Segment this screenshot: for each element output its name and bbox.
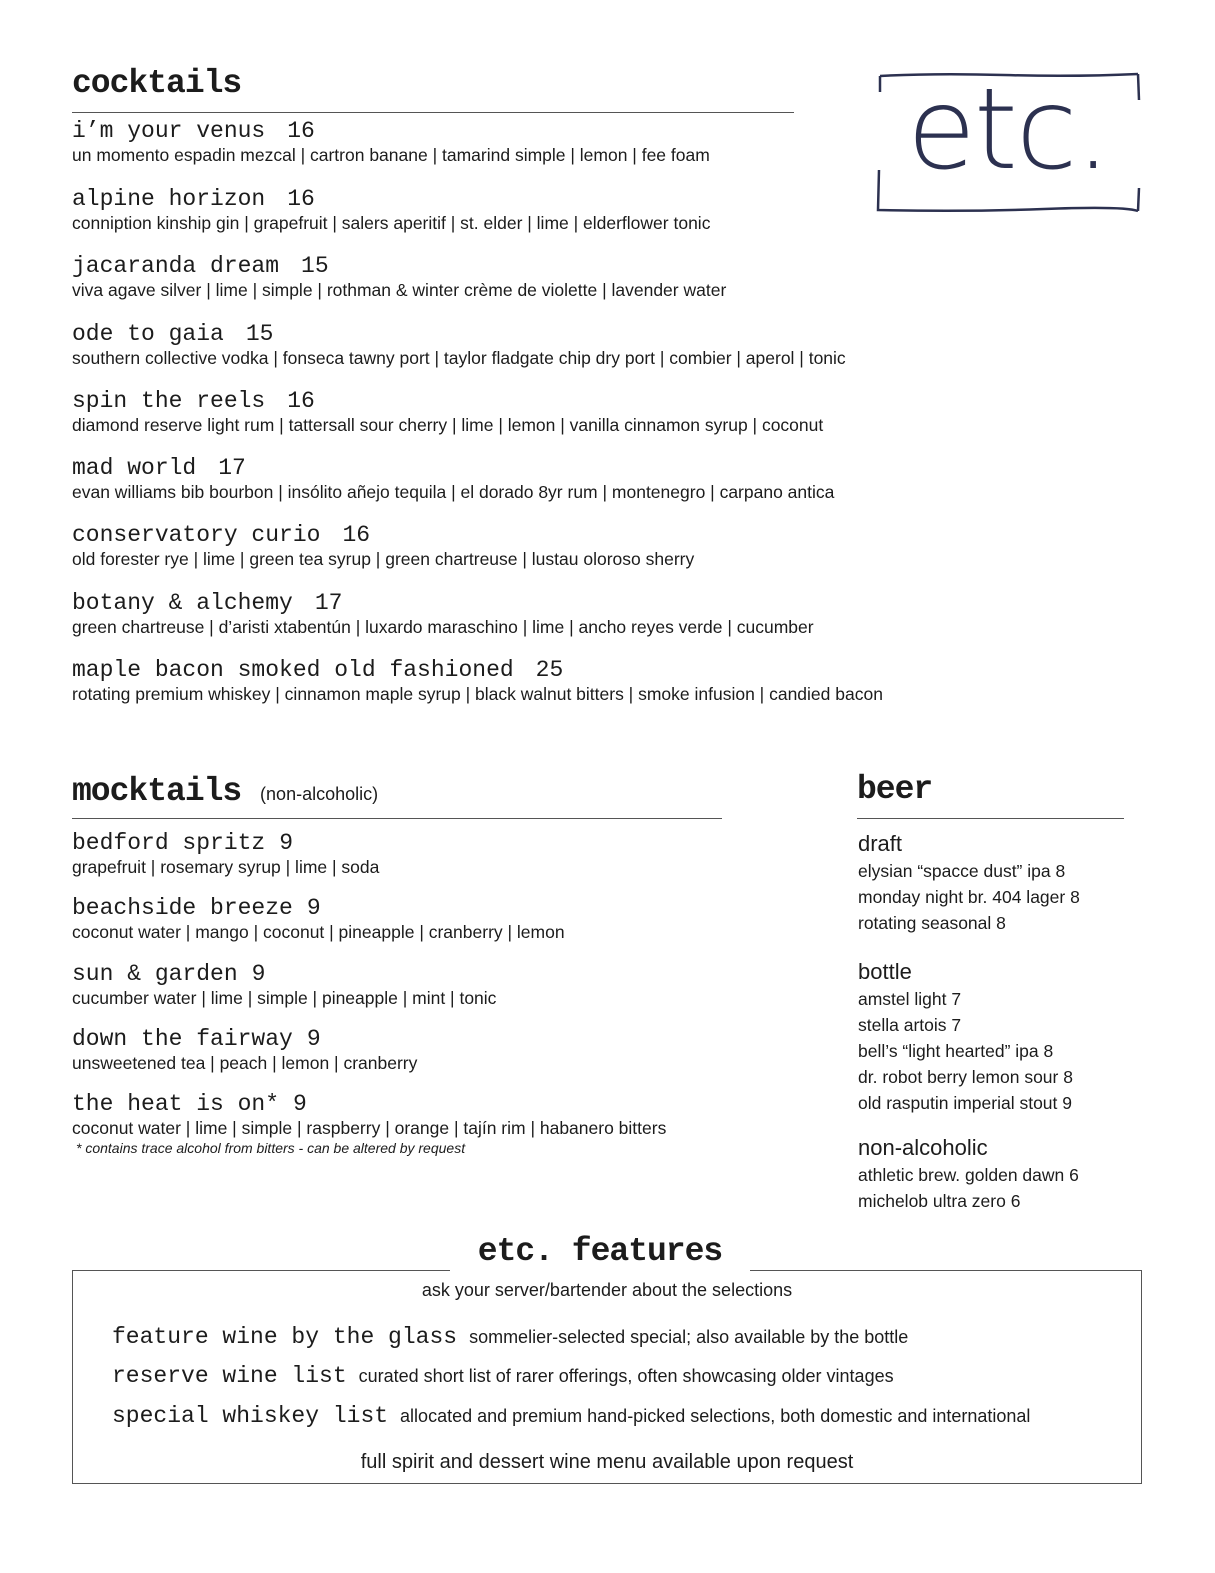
item-price: 17 (218, 455, 246, 481)
cocktail-item (72, 455, 834, 503)
item-description: old forester rye | lime | green tea syrup | green chartreuse | lustau oloroso sherry (72, 549, 695, 569)
item-description: evan williams bib bourbon | insólito añejo tequila | el dorado 8yr rum | montenegro | carpano antica (72, 482, 835, 502)
item-price: 9 (306, 1026, 321, 1052)
beer-line: monday night br. 404 lager 8 (858, 887, 1080, 907)
item-price: 9 (279, 830, 294, 856)
feature-name: feature wine by the glass (112, 1324, 458, 1350)
cocktail-item (72, 388, 823, 436)
item-name: down the fairway (72, 1026, 293, 1052)
feature-row (112, 1403, 1030, 1429)
item-description: unsweetened tea | peach | lemon | cranberry (72, 1053, 418, 1073)
item-name: maple bacon smoked old fashioned (72, 657, 514, 683)
item-description: rotating premium whiskey | cinnamon maple syrup | black walnut bitters | smoke infusion | candied bacon (72, 684, 883, 704)
cocktail-item (72, 657, 883, 705)
beer-draft-label: draft (858, 831, 903, 856)
beer-divider (857, 818, 1124, 819)
beer-line: bell’s “light hearted” ipa 8 (858, 1041, 1054, 1061)
cocktail-item (72, 118, 710, 166)
item-description: un momento espadin mezcal | cartron banane | tamarind simple | lemon | fee foam (72, 145, 710, 165)
features-footer-note: full spirit and dessert wine menu available upon request (360, 1451, 854, 1473)
mocktail-item (72, 895, 565, 943)
beer-line: rotating seasonal 8 (858, 913, 1006, 933)
item-description: southern collective vodka | fonseca tawny port | taylor fladgate chip dry port | combier | aperol | tonic (72, 348, 846, 368)
item-name: spin the reels (72, 388, 266, 414)
item-description: green chartreuse | d’aristi xtabentún | luxardo maraschino | lime | ancho reyes verde | cucumber (72, 617, 814, 637)
item-description: viva agave silver | lime | simple | rothman & winter crème de violette | lavender water (72, 280, 727, 300)
item-price: 9 (306, 895, 321, 921)
feature-description: curated short list of rarer offerings, often showcasing older vintages (358, 1366, 894, 1386)
beer-nonalc-label: non-alcoholic (858, 1135, 988, 1160)
item-price: 16 (287, 118, 315, 144)
feature-description: allocated and premium hand-picked selections, both domestic and international (400, 1406, 1031, 1426)
item-price: 15 (245, 321, 274, 347)
feature-row (112, 1324, 908, 1350)
item-price: 16 (287, 186, 315, 212)
mocktails-footnote: * contains trace alcohol from bitters - can be altered by request (76, 1140, 466, 1156)
cocktail-item (72, 253, 726, 301)
item-description: grapefruit | rosemary syrup | lime | soda (72, 857, 380, 877)
beer-line: elysian “spacce dust” ipa 8 (858, 861, 1066, 881)
item-price: 16 (342, 522, 371, 548)
feature-name: reserve wine list (112, 1363, 347, 1389)
item-description: conniption kinship gin | grapefruit | salers aperitif | st. elder | lime | elderflower tonic (72, 213, 711, 233)
item-name: i’m your venus (72, 118, 266, 144)
features-heading: etc. features (450, 1232, 750, 1272)
item-price: 9 (251, 961, 266, 987)
beer-line: old rasputin imperial stout 9 (858, 1093, 1072, 1113)
cocktail-item (72, 186, 710, 234)
beer-heading: beer (857, 771, 933, 808)
item-name: conservatory curio (72, 522, 321, 548)
mocktails-subtitle: (non-alcoholic) (260, 784, 379, 804)
etc-logo (874, 65, 1142, 214)
mocktail-item (72, 961, 496, 1009)
item-description: diamond reserve light rum | tattersall sour cherry | lime | lemon | vanilla cinnamon syrup | coconut (72, 415, 824, 435)
mocktail-item (72, 1026, 417, 1074)
cocktails-heading: cocktails (72, 65, 242, 102)
beer-line: amstel light 7 (858, 989, 962, 1009)
item-description: coconut water | mango | coconut | pineapple | cranberry | lemon (72, 922, 565, 942)
feature-row (112, 1363, 894, 1389)
item-name: jacaranda dream (72, 253, 280, 279)
item-price: 16 (287, 388, 315, 414)
beer-line: athletic brew. golden dawn 6 (858, 1165, 1079, 1185)
item-price: 25 (535, 657, 564, 683)
item-name: beachside breeze (72, 895, 293, 921)
item-price: 17 (314, 590, 343, 616)
beer-bottle-group (858, 958, 1073, 1116)
beer-draft-group (858, 830, 1080, 936)
item-name: botany & alchemy (72, 590, 293, 616)
beer-line: stella artois 7 (858, 1015, 962, 1035)
beer-nonalc-group (858, 1134, 1079, 1214)
mocktail-item (72, 830, 379, 878)
cocktails-divider (72, 112, 794, 113)
feature-name: special whiskey list (112, 1403, 389, 1429)
item-description: cucumber water | lime | simple | pineapple | mint | tonic (72, 988, 497, 1008)
features-subtitle: ask your server/bartender about the selections (421, 1280, 793, 1300)
feature-description: sommelier-selected special; also available by the bottle (469, 1327, 909, 1347)
item-name: bedford spritz (72, 830, 266, 856)
item-name: the heat is on* (72, 1091, 280, 1117)
mocktails-divider (72, 818, 722, 819)
logo-text: etc. (907, 65, 1109, 195)
beer-line: michelob ultra zero 6 (858, 1191, 1021, 1211)
cocktail-item (72, 321, 846, 369)
item-name: alpine horizon (72, 186, 266, 212)
mocktails-heading (72, 774, 378, 812)
item-name: ode to gaia (72, 321, 224, 347)
mocktail-item (72, 1091, 666, 1139)
item-name: mad world (72, 455, 197, 481)
item-name: sun & garden (72, 961, 238, 987)
cocktail-item (72, 522, 694, 570)
beer-bottle-label: bottle (858, 959, 912, 984)
mocktails-title: mocktails (72, 773, 242, 810)
item-price: 9 (293, 1091, 307, 1117)
item-price: 15 (301, 253, 329, 279)
beer-line: dr. robot berry lemon sour 8 (858, 1067, 1073, 1087)
item-description: coconut water | lime | simple | raspberry | orange | tajín rim | habanero bitters (72, 1118, 667, 1138)
cocktail-item (72, 590, 814, 638)
